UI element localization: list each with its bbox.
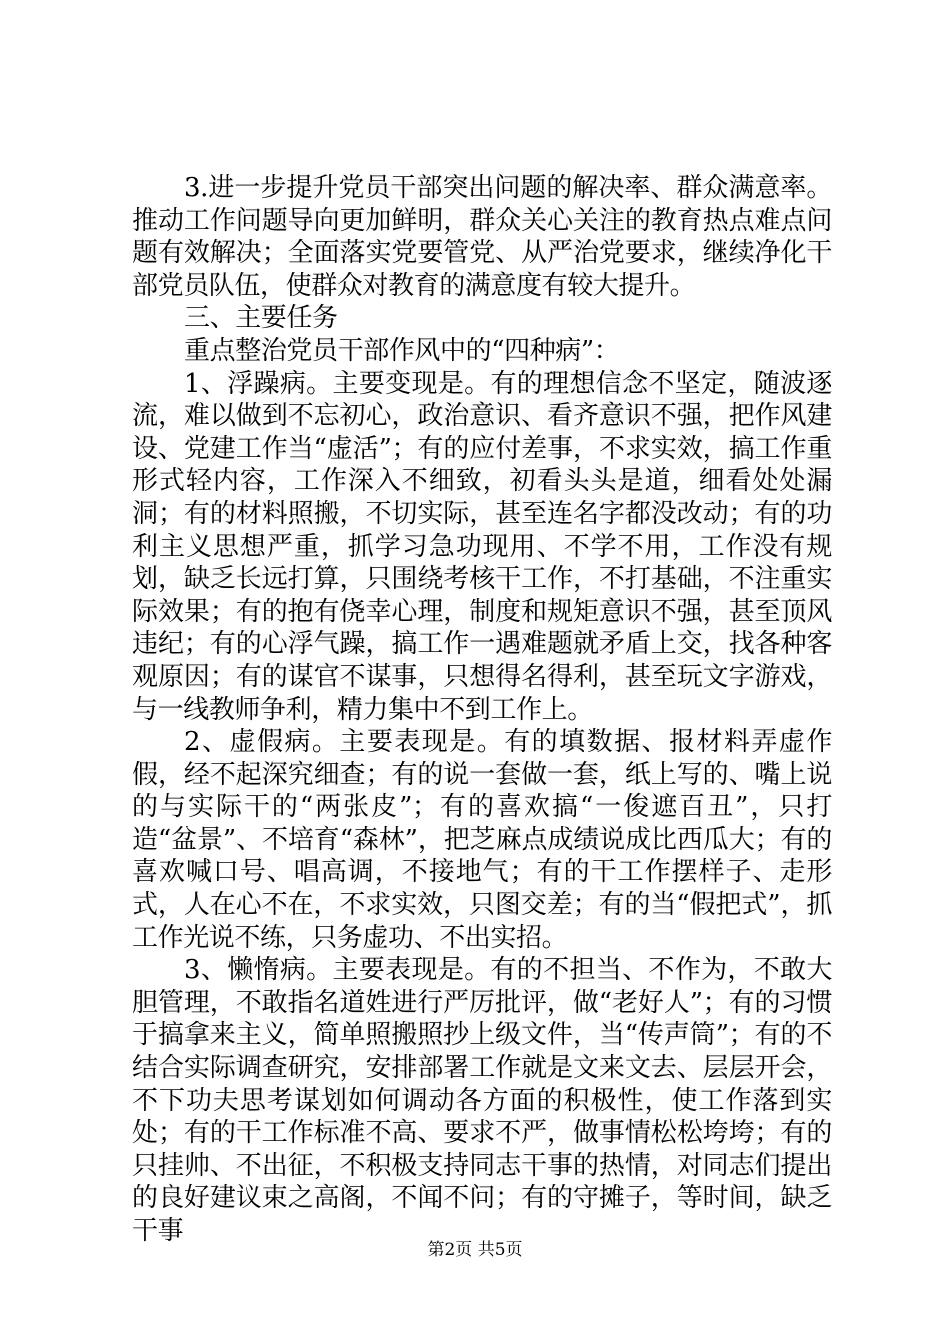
document-body (132, 172, 832, 1248)
paragraph-impetuousness: 1、浮躁病。主要变现是。有的理想信念不坚定，随波逐流，难以做到不忘初心，政治意识、看齐意识不强，把作风建设、党建工作当“虚活”；有的应付差事，不求实效，搞工作重形式轻内容，工作深入不细致，初看头头是道，细看处处漏洞；有的材料照搬，不切实际，甚至连名字都没改动；有的功利主义思想严重，抓学习急功现用、不学不用，工作没有规划，缺乏长远打算，只围绕考核干工作，不打基础，不注重实际效果；有的抱有侥幸心理，制度和规矩意识不强，甚至顶风违纪；有的心浮气躁，搞工作一遇难题就矛盾上交，找各种客观原因；有的谋官不谋事，只想得名得利，甚至玩文字游戏，与一线教师争利，精力集中不到工作上。 (132, 368, 832, 725)
paragraph-falsehood: 2、虚假病。主要表现是。有的填数据、报材料弄虚作假，经不起深究细查；有的说一套做一套，纸上写的、嘴上说的与实际干的“两张皮”；有的喜欢搞“一俊遮百丑”，只打造“盆景”、不培育“森林”，把芝麻点成绩说成比西瓜大；有的喜欢喊口号、唱高调，不接地气；有的干工作摆样子、走形式，人在心不在，不求实效，只图交差；有的当“假把式”，抓工作光说不练，只务虚功、不出实招。 (132, 727, 832, 953)
paragraph-laziness: 3、懒惰病。主要表现是。有的不担当、不作为，不敢大胆管理，不敢指名道姓进行严厉批评，做“老好人”；有的习惯于搞拿来主义，简单照搬照抄上级文件，当“传声筒”；有的不结合实际调查研究，安排部署工作就是文来文去、层层开会，不下功夫思考谋划如何调动各方面的积极性，使工作落到实处；有的干工作标准不高、要求不严，做事情松松垮垮；有的只挂帅、不出征，不积极支持同志干事的热情，对同志们提出的良好建议束之高阁，不闻不问；有的守摊子，等时间，缺乏干事 (132, 955, 832, 1246)
paragraph-goal-3: 3.进一步提升党员干部突出问题的解决率、群众满意率。推动工作问题导向更加鲜明，群众关心关注的教育热点难点问题有效解决；全面落实党要管党、从严治党要求，继续净化干部党员队伍，使群众对教育的满意度有较大提升。 (132, 173, 832, 301)
page-number-footer: 第2页 共5页 (427, 1240, 523, 1260)
paragraph-four-diseases-intro: 重点整治党员干部作风中的“四种病”： (184, 335, 620, 366)
section-heading-main-tasks: 三、主要任务 (184, 303, 338, 334)
